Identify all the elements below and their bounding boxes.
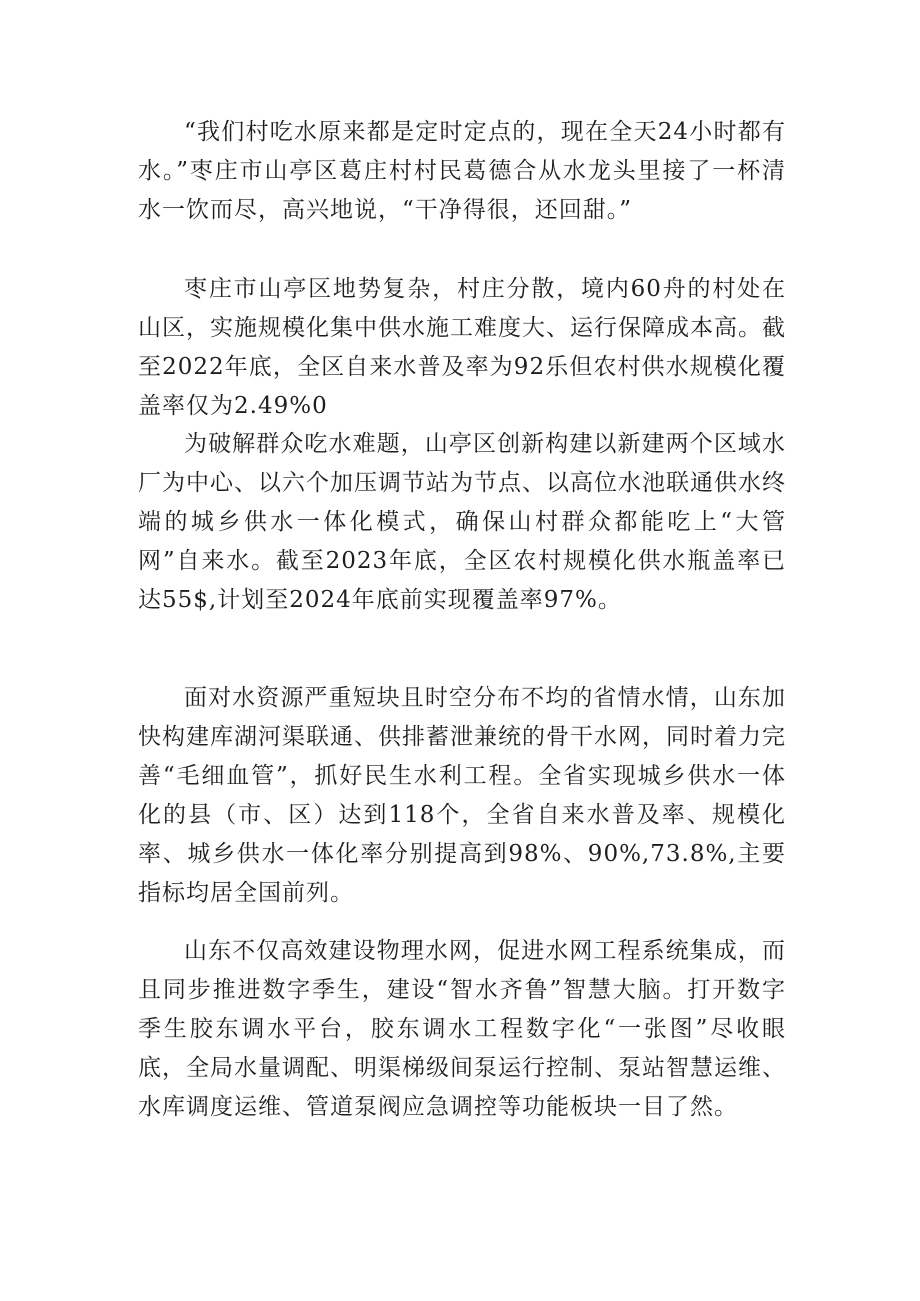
paragraph-3: 为破解群众吃水难题，山亭区创新构建以新建两个区域水厂为中心、以六个加压调节站为节点、以高位水池联通供水终端的城乡供水一体化模式，确保山村群众都能吃上“大管网”自来水。截至2023年底，全区农村规模化供水瓶盖率已达55$,计划至2024年底前实现覆盖率97%。: [138, 431, 786, 613]
paragraph-5: 山东不仅高效建设物理水网，促进水网工程系统集成，而且同步推进数字季生，建设“智水齐鲁”智慧大脑。打开数字季生胶东调水平台，胶东调水工程数字化“一张图”尽收眼底，全局水量调配、明渠梯级间泵运行控制、泵站智慧运维、水库调度运维、管道泵阀应急调控等功能板块一目了然。: [138, 938, 786, 1120]
paragraph-4: 面对水资源严重短块且时空分布不均的省情水情，山东加快构建库湖河渠联通、供排蓄泄兼统的骨干水网，同时着力完善“毛细血管”，抓好民生水利工程。全省实现城乡供水一体化的县（市、区）达到118个，全省自来水普及率、规模化率、城乡供水一体化率分别提高到98%、90%,73.8%,主要指标均居全国前列。: [138, 685, 786, 906]
paragraph-2: 枣庄市山亭区地势复杂，村庄分散，境内60舟的村处在山区，实施规模化集中供水施工难度大、运行保障成本高。截至2022年底，全区自来水普及率为92乐但农村供水规模化覆盖率仅为2.49%0: [138, 276, 786, 419]
paragraph-1: “我们村吃水原来都是定时定点的，现在全天24小时都有水。”枣庄市山亭区葛庄村村民葛德合从水龙头里接了一杯清水一饮而尽，高兴地说，“干净得很，还回甜。”: [138, 119, 786, 223]
